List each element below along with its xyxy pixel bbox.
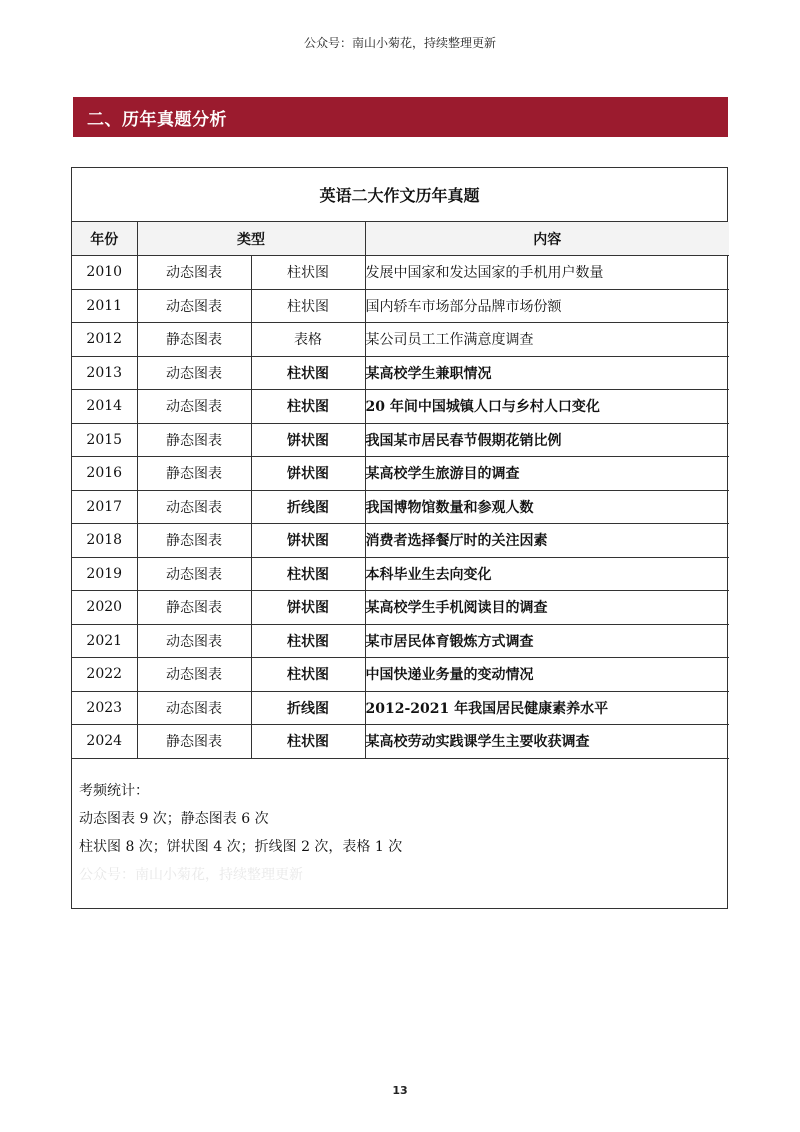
cell-chart-type: 饼状图 xyxy=(251,457,365,491)
cell-category: 动态图表 xyxy=(137,557,251,591)
cell-category: 动态图表 xyxy=(137,289,251,323)
header-content: 内容 xyxy=(365,222,729,256)
cell-category: 静态图表 xyxy=(137,323,251,357)
cell-chart-type: 折线图 xyxy=(251,691,365,725)
cell-year: 2018 xyxy=(72,524,137,558)
cell-category: 动态图表 xyxy=(137,691,251,725)
table-row xyxy=(72,289,729,323)
cell-year: 2015 xyxy=(72,423,137,457)
section-title: 二、历年真题分析 xyxy=(87,109,227,130)
table-row xyxy=(72,490,729,524)
cell-category: 静态图表 xyxy=(137,423,251,457)
stats-line-category: 动态图表 9 次；静态图表 6 次 xyxy=(79,810,269,827)
cell-chart-type: 柱状图 xyxy=(251,557,365,591)
cell-content: 我国博物馆数量和参观人数 xyxy=(365,490,729,524)
cell-content: 某高校学生兼职情况 xyxy=(365,356,729,390)
cell-year: 2014 xyxy=(72,390,137,424)
cell-category: 动态图表 xyxy=(137,390,251,424)
cell-content: 2012-2021 年我国居民健康素养水平 xyxy=(365,691,729,725)
table-header-row xyxy=(72,222,729,256)
cell-category: 动态图表 xyxy=(137,624,251,658)
cell-chart-type: 柱状图 xyxy=(251,624,365,658)
table-row xyxy=(72,691,729,725)
cell-year: 2011 xyxy=(72,289,137,323)
cell-chart-type: 柱状图 xyxy=(251,390,365,424)
table-row xyxy=(72,524,729,558)
cell-category: 动态图表 xyxy=(137,490,251,524)
cell-chart-type: 柱状图 xyxy=(251,256,365,290)
cell-content: 某公司员工工作满意度调查 xyxy=(365,323,729,357)
cell-chart-type: 柱状图 xyxy=(251,356,365,390)
table-body xyxy=(72,256,729,759)
table-row xyxy=(72,557,729,591)
exam-history-table xyxy=(72,222,729,759)
cell-chart-type: 饼状图 xyxy=(251,524,365,558)
table-row xyxy=(72,725,729,759)
header-year: 年份 xyxy=(72,222,137,256)
cell-content: 某市居民体育锻炼方式调查 xyxy=(365,624,729,658)
exam-table-container xyxy=(71,167,728,909)
header-type: 类型 xyxy=(137,222,365,256)
frequency-stats xyxy=(72,759,727,889)
cell-chart-type: 饼状图 xyxy=(251,591,365,625)
cell-content: 某高校学生旅游目的调查 xyxy=(365,457,729,491)
cell-year: 2024 xyxy=(72,725,137,759)
cell-category: 动态图表 xyxy=(137,356,251,390)
table-row xyxy=(72,624,729,658)
cell-chart-type: 柱状图 xyxy=(251,725,365,759)
stats-faint-watermark-line: 公众号：南山小菊花，持续整理更新 xyxy=(79,866,303,883)
table-title: 英语二大作文历年真题 xyxy=(72,168,727,222)
section-banner xyxy=(73,97,728,137)
cell-chart-type: 柱状图 xyxy=(251,289,365,323)
cell-category: 静态图表 xyxy=(137,725,251,759)
cell-content: 我国某市居民春节假期花销比例 xyxy=(365,423,729,457)
cell-content: 中国快递业务量的变动情况 xyxy=(365,658,729,692)
cell-content: 发展中国家和发达国家的手机用户数量 xyxy=(365,256,729,290)
cell-year: 2019 xyxy=(72,557,137,591)
cell-content: 国内轿车市场部分品牌市场份额 xyxy=(365,289,729,323)
cell-content: 本科毕业生去向变化 xyxy=(365,557,729,591)
cell-chart-type: 饼状图 xyxy=(251,423,365,457)
table-row xyxy=(72,423,729,457)
cell-category: 静态图表 xyxy=(137,524,251,558)
cell-year: 2021 xyxy=(72,624,137,658)
cell-chart-type: 柱状图 xyxy=(251,658,365,692)
cell-year: 2012 xyxy=(72,323,137,357)
table-row xyxy=(72,390,729,424)
cell-content: 某高校学生手机阅读目的调查 xyxy=(365,591,729,625)
page-header-note: 公众号：南山小菊花，持续整理更新 xyxy=(303,36,496,50)
table-row xyxy=(72,591,729,625)
table-row xyxy=(72,457,729,491)
cell-year: 2022 xyxy=(72,658,137,692)
cell-year: 2013 xyxy=(72,356,137,390)
cell-year: 2010 xyxy=(72,256,137,290)
cell-chart-type: 表格 xyxy=(251,323,365,357)
cell-year: 2020 xyxy=(72,591,137,625)
table-row xyxy=(72,256,729,290)
cell-category: 静态图表 xyxy=(137,591,251,625)
cell-year: 2023 xyxy=(72,691,137,725)
cell-category: 动态图表 xyxy=(137,256,251,290)
cell-content: 20 年间中国城镇人口与乡村人口变化 xyxy=(365,390,729,424)
cell-category: 静态图表 xyxy=(137,457,251,491)
stats-label: 考频统计： xyxy=(79,782,149,799)
cell-year: 2016 xyxy=(72,457,137,491)
cell-year: 2017 xyxy=(72,490,137,524)
stats-line-chart-type: 柱状图 8 次；饼状图 4 次；折线图 2 次，表格 1 次 xyxy=(79,838,403,855)
page-number: 13 xyxy=(392,1084,408,1097)
cell-chart-type: 折线图 xyxy=(251,490,365,524)
table-row xyxy=(72,323,729,357)
table-row xyxy=(72,658,729,692)
cell-category: 动态图表 xyxy=(137,658,251,692)
cell-content: 消费者选择餐厅时的关注因素 xyxy=(365,524,729,558)
cell-content: 某高校劳动实践课学生主要收获调查 xyxy=(365,725,729,759)
table-row xyxy=(72,356,729,390)
